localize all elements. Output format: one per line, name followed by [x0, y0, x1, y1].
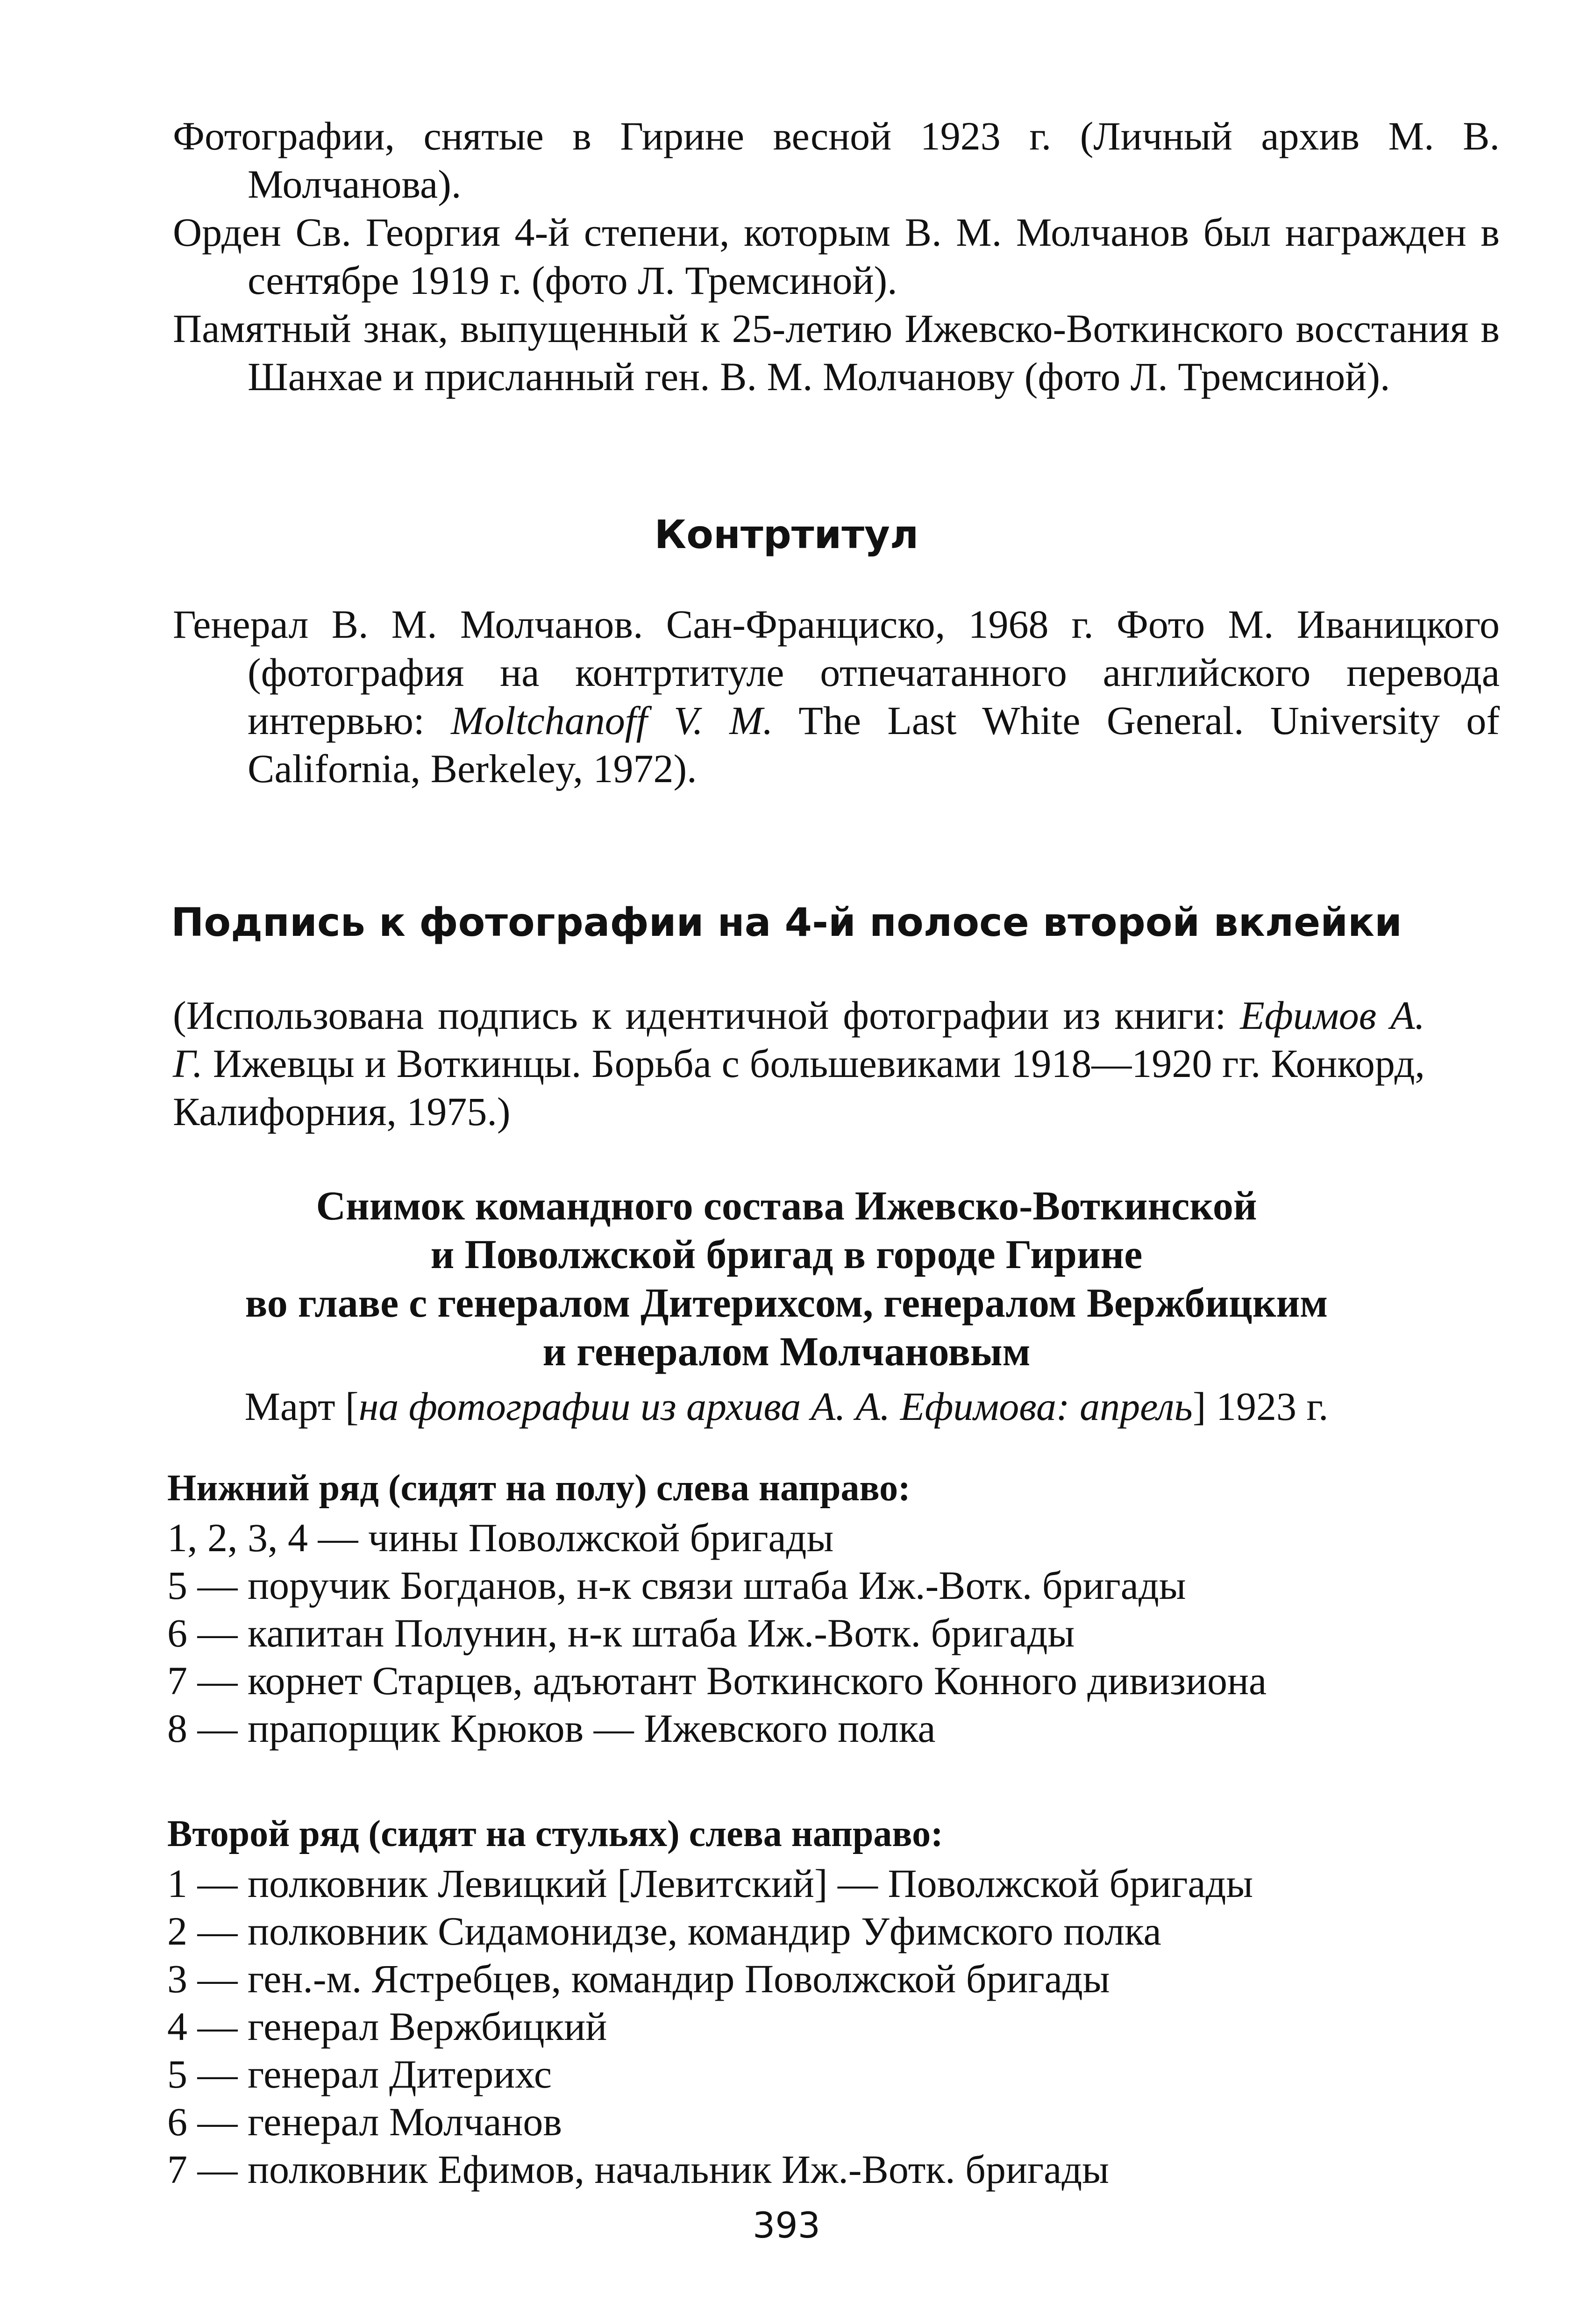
- list-item: 5 — поручик Богданов, н-к связи штаба Иж.-Вотк. бригады: [167, 1563, 1186, 1608]
- photo-title-line: и генералом Молчановым: [542, 1329, 1031, 1375]
- kontrtitul-heading: Контртитул: [654, 512, 919, 557]
- entry-order-st-george: Орден Св. Георгия 4-й степени, которым В. М. Молчанов был награжден в сентябре 1919 г. (фото Л. Тремсиной).: [173, 210, 1500, 303]
- bottom-row-heading: Нижний ряд (сидят на полу) слева направо:: [167, 1468, 911, 1509]
- list-item: 1 — полковник Левицкий [Левитский] — Поволжской бригады: [167, 1861, 1253, 1906]
- photo-title-line: Снимок командного состава Ижевско-Воткинской: [316, 1183, 1257, 1229]
- insert-caption-heading: Подпись к фотографии на 4-й полосе второй вклейки: [171, 899, 1402, 945]
- bottom-row-list: [167, 1514, 1267, 1752]
- list-item: 6 — капитан Полунин, н-к штаба Иж.-Вотк. бригады: [167, 1611, 1075, 1655]
- kontrtitul-text-part1: Генерал В. М. Молчанов. Сан-Франциско, 1968 г. Фото М. Иваницкого (фотография на контртитуле отпечатанного английского перевода интервью:: [173, 602, 1500, 743]
- insert-caption-note-part2: Ижевцы и Воткинцы. Борьба с большевиками 1918—1920 гг. Конкорд, Калифорния, 1975.): [173, 1041, 1425, 1134]
- kontrtitul-text-part2: The Last White General. University of California, Berkeley, 1972).: [248, 698, 1500, 791]
- second-row-heading: Второй ряд (сидят на стульях) слева направо:: [167, 1813, 943, 1854]
- photo-date-note: на фотографии из архива А. А. Ефимова: апрель: [358, 1384, 1193, 1429]
- list-item: 5 — генерал Дитерихс: [167, 2052, 552, 2096]
- list-item: 7 — полковник Ефимов, начальник Иж.-Вотк. бригады: [167, 2147, 1109, 2192]
- photo-date: [0, 1383, 1573, 1430]
- entry-photos-girin: Фотографии, снятые в Гирине весной 1923 г. (Личный архив М. В. Молчанова).: [173, 114, 1500, 207]
- second-row-list: [167, 1860, 1253, 2193]
- photo-title-line: во главе с генералом Дитерихсом, генералом Вержбицким: [245, 1281, 1328, 1326]
- insert-caption-note-part1: (Использована подпись к идентичной фотографии из книги:: [173, 993, 1240, 1038]
- insert-caption-note: [173, 991, 1425, 1136]
- list-item: 8 — прапорщик Крюков — Ижевского полка: [167, 1706, 936, 1751]
- list-item: 6 — генерал Молчанов: [167, 2099, 562, 2144]
- photo-date-part1: Март [: [244, 1384, 359, 1429]
- photo-title-line: и Поволжской бригад в городе Гирине: [430, 1232, 1143, 1277]
- page-number: 393: [752, 2204, 821, 2246]
- list-item: 7 — корнет Старцев, адъютант Воткинского Конного дивизиона: [167, 1658, 1267, 1703]
- photo-date-part2: ] 1923 г.: [1192, 1384, 1329, 1429]
- list-item: 4 — генерал Вержбицкий: [167, 2004, 607, 2049]
- photo-title: [0, 1182, 1573, 1376]
- entry-memorial-badge: Памятный знак, выпущенный к 25-летию Ижевско-Воткинского восстания в Шанхае и присланный ген. В. М. Молчанову (фото Л. Тремсиной).: [173, 306, 1500, 399]
- kontrtitul-text-author: Moltchanoff V. M.: [451, 698, 773, 743]
- kontrtitul-text: [173, 600, 1500, 793]
- list-item: 2 — полковник Сидамонидзе, командир Уфимского полка: [167, 1909, 1161, 1953]
- list-item: 3 — ген.-м. Ястребцев, командир Поволжской бригады: [167, 1956, 1110, 2001]
- list-item: 1, 2, 3, 4 — чины Поволжской бригады: [167, 1515, 834, 1560]
- insert-caption-note-author: Ефимов А. Г.: [173, 993, 1425, 1086]
